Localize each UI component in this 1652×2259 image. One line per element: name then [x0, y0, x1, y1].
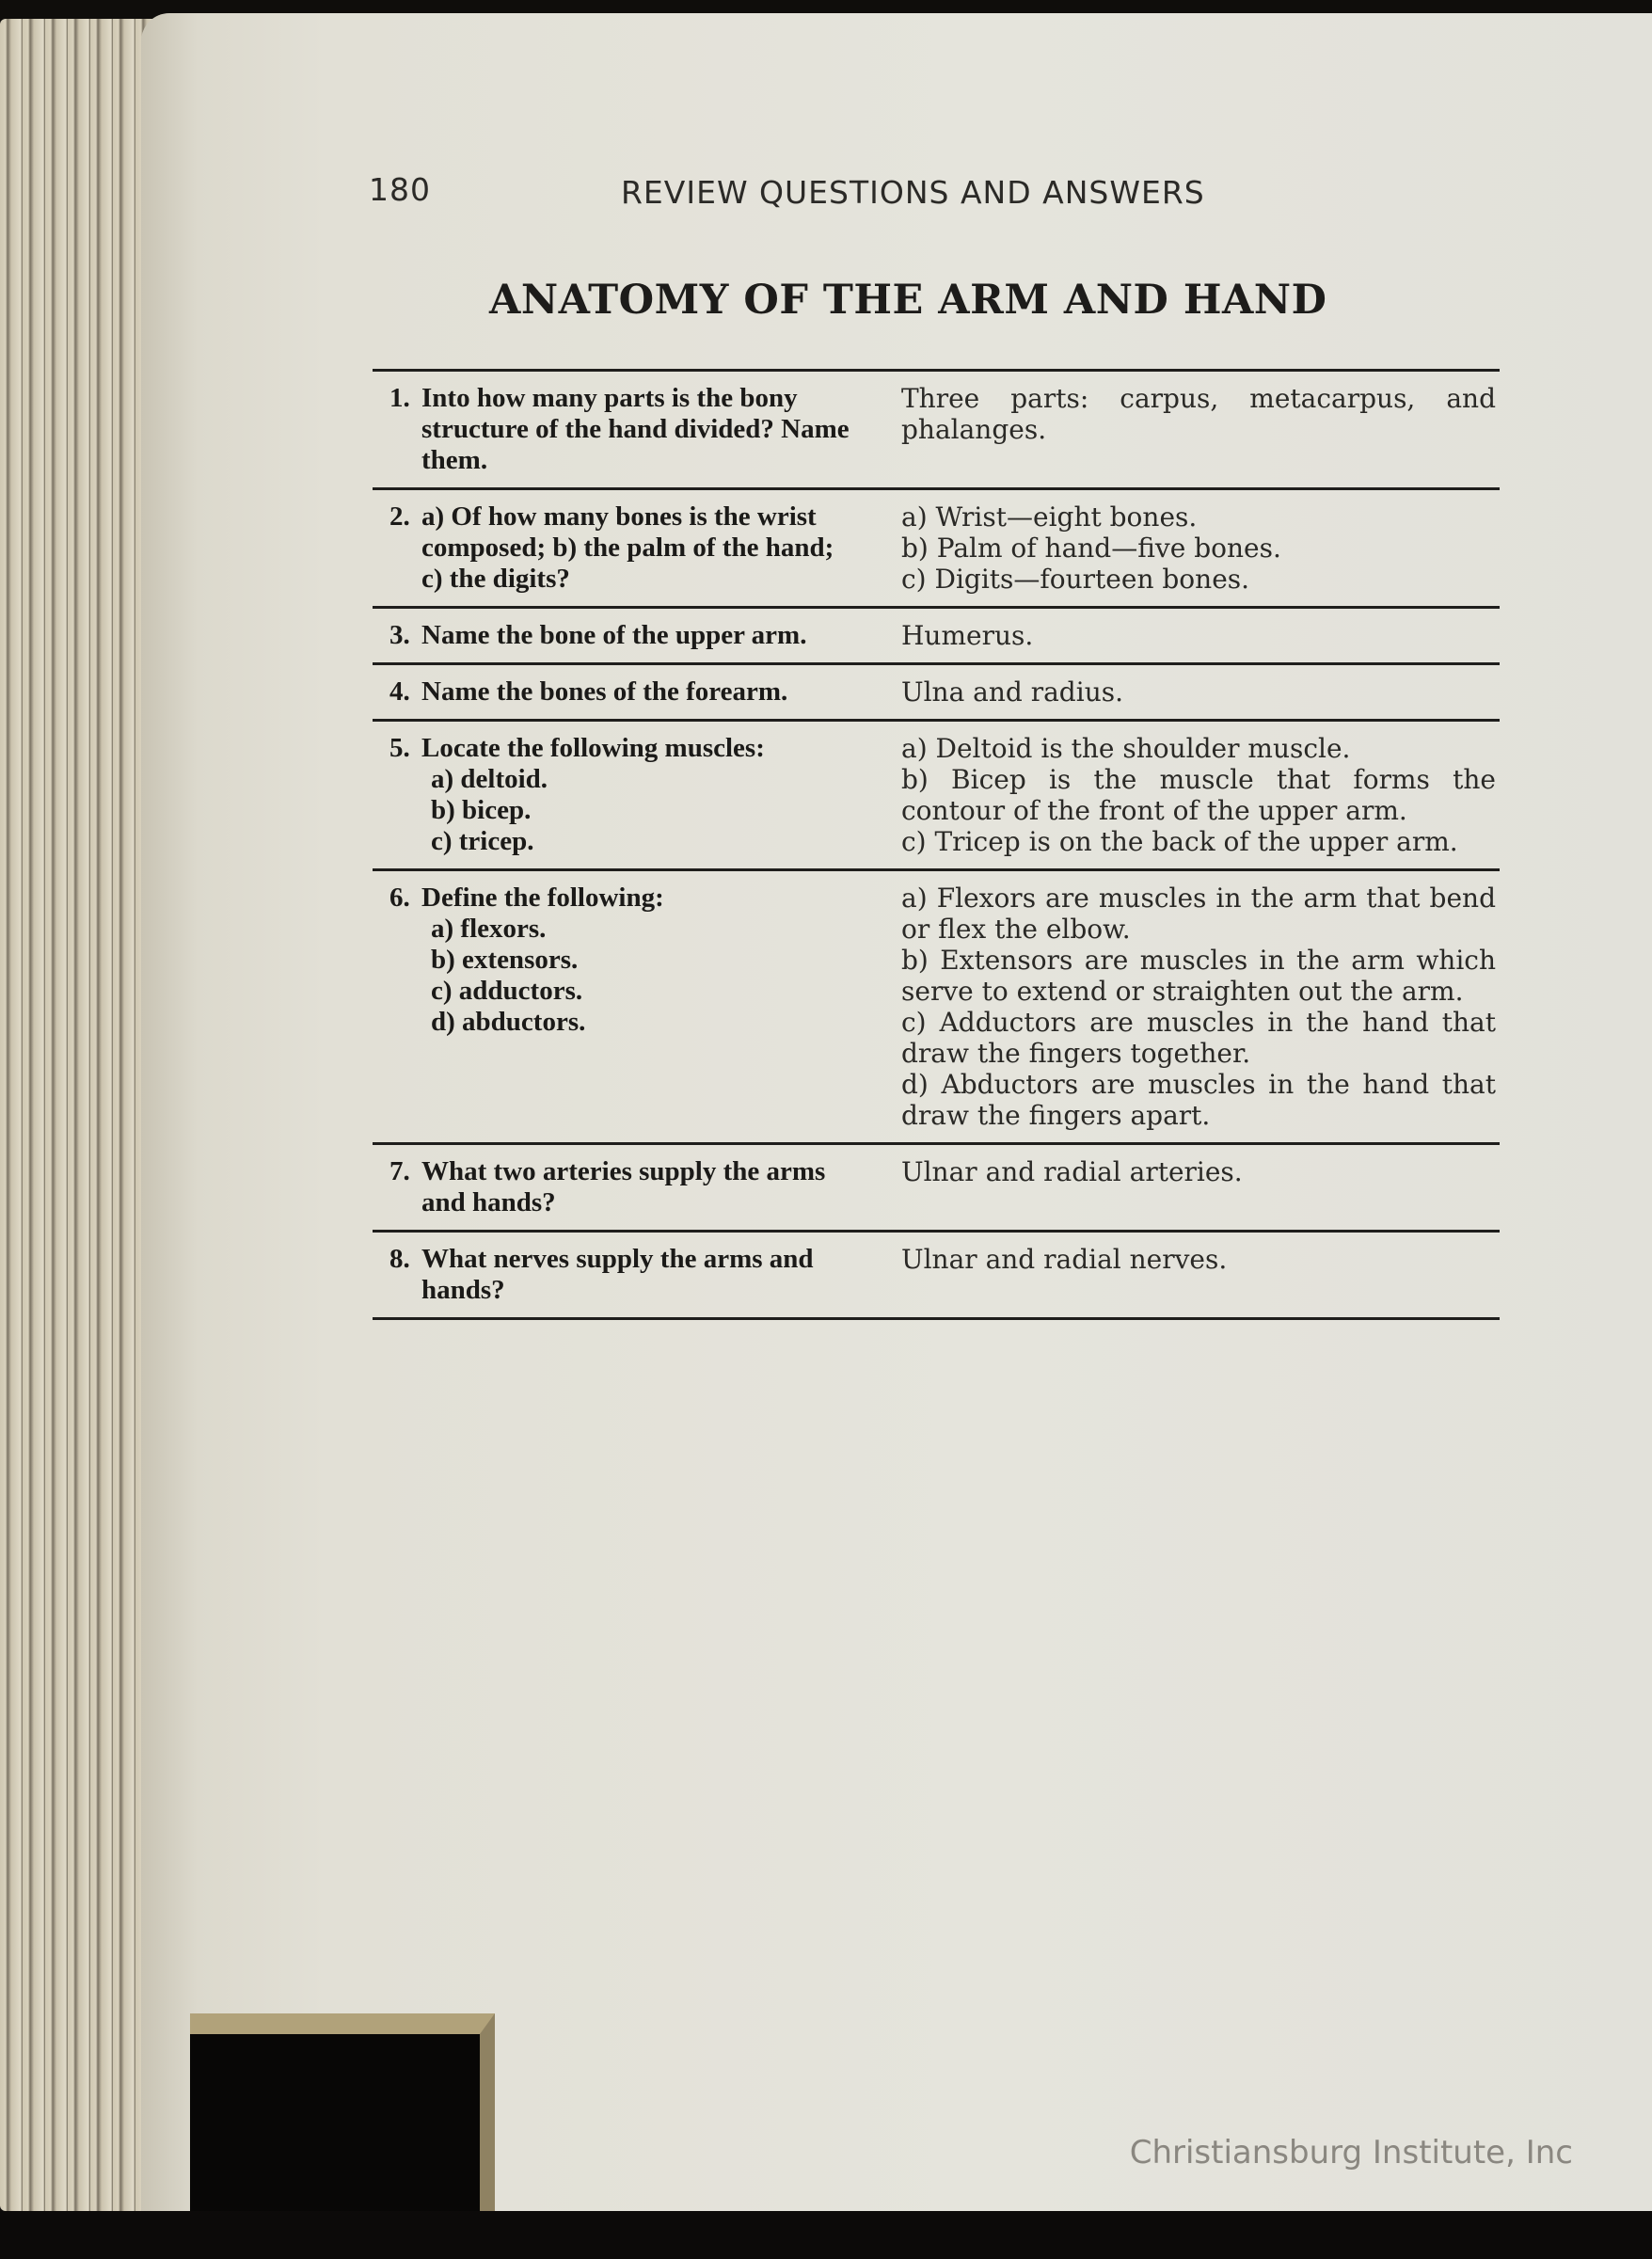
question-subitem: a) deltoid.: [431, 764, 548, 794]
answer-text: Ulna and radius.: [901, 676, 1123, 708]
answer-text: c) Digits—fourteen bones.: [901, 564, 1250, 595]
question-subitem: d) abductors.: [431, 1007, 586, 1037]
qa-row: [373, 871, 1500, 1145]
answer-text: Ulnar and radial nerves.: [901, 1244, 1228, 1275]
answer-cell: [852, 883, 1500, 1131]
answer-text: c) Tricep is on the back of the upper arm.: [901, 826, 1458, 857]
answer-text: Humerus.: [901, 620, 1034, 651]
answer-text: d) Abductors are muscles in the hand that draw the fingers apart.: [901, 1069, 1496, 1131]
qa-row: [373, 372, 1500, 490]
page-title: ANATOMY OF THE ARM AND HAND: [489, 277, 1327, 324]
qa-row: [373, 722, 1500, 871]
answer-text: Three parts: carpus, metacarpus, and phalanges.: [901, 383, 1496, 445]
answer-cell: [852, 733, 1500, 857]
answer-cell: [852, 676, 1500, 708]
question-cell: [373, 383, 852, 476]
running-head: REVIEW QUESTIONS AND ANSWERS: [621, 174, 1205, 211]
question-cell: [373, 501, 852, 595]
qa-row: [373, 1145, 1500, 1233]
answer-text: a) Wrist—eight bones.: [901, 501, 1198, 533]
question-subitem: a) flexors.: [431, 914, 547, 944]
qa-row: [373, 665, 1500, 722]
answer-text: b) Palm of hand—five bones.: [901, 533, 1281, 564]
question-number: 1.: [389, 383, 410, 413]
answer-text: b) Extensors are muscles in the arm which serve to extend or straighten out the arm.: [901, 945, 1496, 1007]
question-text: Name the bones of the forearm.: [421, 676, 788, 707]
qa-row: [373, 490, 1500, 609]
question-number: 3.: [389, 620, 410, 650]
question-text: What two arteries supply the arms and hands?: [421, 1156, 826, 1217]
answer-cell: [852, 501, 1500, 595]
background-strip: [0, 2211, 1652, 2259]
question-cell: [373, 620, 852, 651]
answer-text: a) Flexors are muscles in the arm that bend or flex the elbow.: [901, 883, 1496, 945]
question-cell: [373, 676, 852, 708]
question-cell: [373, 733, 852, 857]
question-number: 6.: [389, 883, 410, 913]
question-number: 2.: [389, 501, 410, 532]
watermark: Christiansburg Institute, Inc: [1129, 2134, 1573, 2172]
question-subitem: c) tricep.: [431, 826, 534, 856]
question-text: a) Of how many bones is the wrist composed; b) the palm of the hand; c) the digits?: [421, 501, 834, 594]
question-number: 4.: [389, 676, 410, 707]
question-number: 5.: [389, 733, 410, 763]
answer-text: Ulnar and radial arteries.: [901, 1156, 1243, 1187]
qa-row: [373, 1233, 1500, 1320]
answer-cell: [852, 620, 1500, 651]
page-number: 180: [369, 171, 431, 208]
question-text: Into how many parts is the bony structure of the hand divided? Name them.: [421, 383, 850, 475]
binder-clip: [190, 2013, 495, 2211]
question-subitem: b) extensors.: [431, 945, 579, 975]
question-text: Name the bone of the upper arm.: [421, 620, 807, 650]
answer-cell: [852, 383, 1500, 476]
answer-cell: [852, 1156, 1500, 1218]
answer-cell: [852, 1244, 1500, 1306]
question-number: 8.: [389, 1244, 410, 1274]
qa-table: [373, 369, 1500, 1320]
question-cell: [373, 1156, 852, 1218]
answer-text: a) Deltoid is the shoulder muscle.: [901, 733, 1351, 764]
question-text: Locate the following muscles:: [421, 733, 765, 763]
answer-text: b) Bicep is the muscle that forms the contour of the front of the upper arm.: [901, 764, 1496, 826]
question-subitem: b) bicep.: [431, 795, 532, 825]
question-number: 7.: [389, 1156, 410, 1186]
question-text: What nerves supply the arms and hands?: [421, 1244, 814, 1305]
answer-text: c) Adductors are muscles in the hand that draw the fingers together.: [901, 1007, 1496, 1069]
question-text: Define the following:: [421, 883, 664, 913]
question-cell: [373, 1244, 852, 1306]
question-cell: [373, 883, 852, 1131]
question-subitem: c) adductors.: [431, 976, 583, 1006]
qa-row: [373, 609, 1500, 665]
